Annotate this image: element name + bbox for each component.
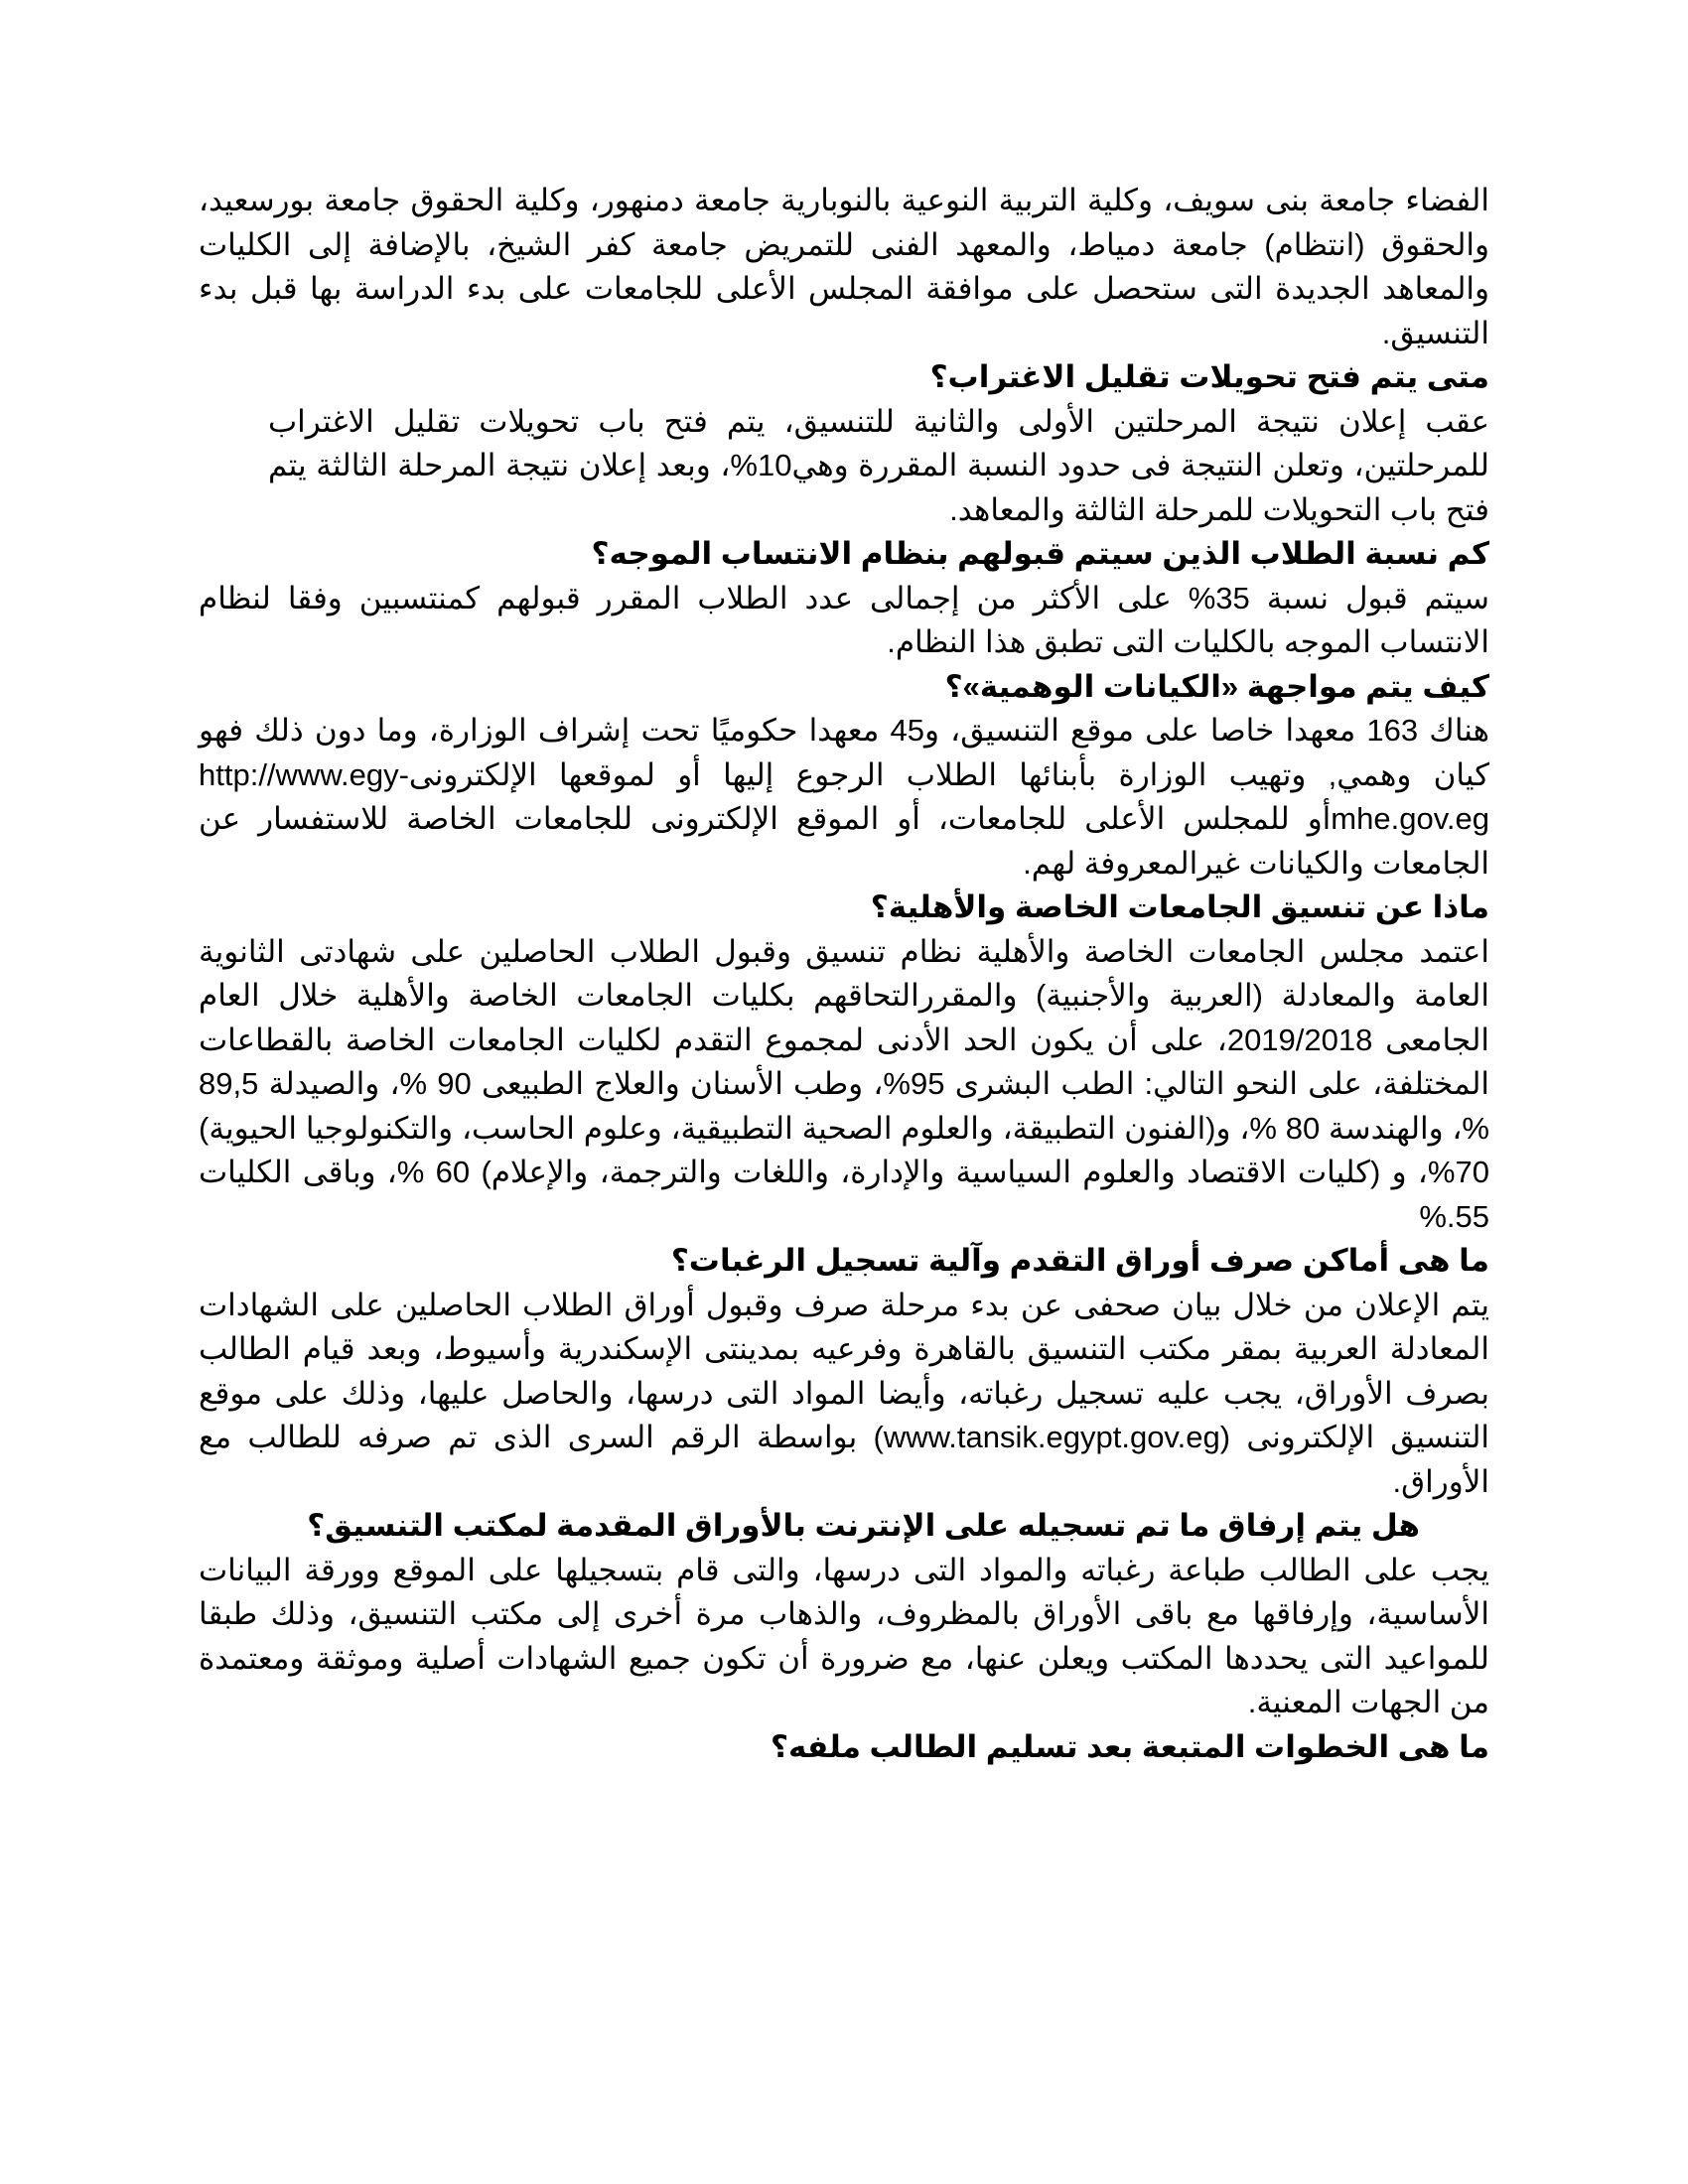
question-directed-enrollment: كم نسبة الطلاب الذين سيتم قبولهم بنظام الانتساب الموجه؟ bbox=[591, 536, 1489, 571]
question-fake-entities: كيف يتم مواجهة «الكيانات الوهمية»؟ bbox=[944, 668, 1489, 704]
paragraph-new-faculties: الفضاء جامعة بنى سويف، وكلية التربية النوعية بالنوبارية جامعة دمنهور، وكلية الحقوق جامعة بورسعيد، والحقوق (انتظام) جامعة دمياط، والمعهد الفنى للتمريض جامعة كفر الشيخ، بالإضافة إلى الكليات والمعاهد الجديدة التى ستحصل على موافقة المجلس الأعلى للجامعات على بدء الدراسة بها قبل بدء التنسيق. bbox=[199, 183, 1489, 350]
paragraph-papers-locations: يتم الإعلان من خلال بيان صحفى عن بدء مرحلة صرف وقبول أوراق الطلاب الحاصلين على الشهادات المعادلة العربية بمقر مكتب التنسيق بالقاهرة وفرعيه بمدينتى الإسكندرية وأسيوط، وبعد قيام الطالب بصرف الأوراق، يجب عليه تسجيل رغباته، وأيضا المواد التى درسها، والحاصل عليها، وذلك على موقع التنسيق الإلكترونى (www.tansik.egypt.gov.eg) بواسطة الرقم السرى الذى تم صرفه للطالب مع الأوراق. bbox=[199, 1287, 1490, 1499]
paragraph-directed-enrollment: سيتم قبول نسبة 35% على الأكثر من إجمالى عدد الطلاب المقرر قبولهم كمنتسبين وفقا لنظام الانتساب الموجه بالكليات التى تطبق هذا النظام. bbox=[199, 580, 1489, 659]
paragraph-private-universities: اعتمد مجلس الجامعات الخاصة والأهلية نظام تنسيق وقبول الطلاب الحاصلين على شهادتى الثانوية العامة والمعادلة (العربية والأجنبية) والمقررالتحاقهم بكليات الجامعات الخاصة والأهلية خلال العام الجامعى 2019/2018، على أن يكون الحد الأدنى لمجموع التقدم لكليات الجامعات الخاصة بالقطاعات المختلفة، على النحو التالي: الطب البشرى 95%، وطب الأسنان والعلاج الطبيعى 90 %، والصيدلة 89,5 %، والهندسة 80 %، و(الفنون التطبيقة، والعلوم الصحية التطبيقية، وعلوم الحاسب، والتكنولوجيا الحيوية) 70%، و (كليات الاقتصاد والعلوم السياسية والإدارة، واللغات والترجمة، والإعلام) 60 %، وباقى الكليات 55.% bbox=[199, 933, 1490, 1234]
document-page bbox=[199, 179, 1489, 1769]
question-papers-locations: ما هى أماكن صرف أوراق التقدم وآلية تسجيل الرغبات؟ bbox=[670, 1243, 1489, 1278]
question-attach-registration: هل يتم إرفاق ما تم تسجيله على الإنترنت بالأوراق المقدمة لمكتب التنسيق؟ bbox=[307, 1508, 1420, 1543]
paragraph-fake-entities: هناك 163 معهدا خاصا على موقع التنسيق، و45 معهدا حكوميًا تحت إشراف الوزارة، وما دون ذلك فهو كيان وهمي, وتهيب الوزارة بأبنائها الطلاب الرجوع إليها أو لموقعها الإلكترونى-http://www.egy mhe.gov.egأو للمجلس الأعلى للجامعات، أو الموقع الإلكترونى للجامعات الخاصة للاستفسار عن الجامعات والكيانات غيرالمعروفة لهم. bbox=[199, 713, 1490, 881]
question-transfers: متى يتم فتح تحويلات تقليل الاغتراب؟ bbox=[929, 359, 1489, 394]
paragraph-transfers: عقب إعلان نتيجة المرحلتين الأولى والثانية للتنسيق، يتم فتح باب تحويلات تقليل الاغتراب للمرحلتين، وتعلن النتيجة فى حدود النسبة المقررة وهي10%، وبعد إعلان نتيجة المرحلة الثالثة يتم فتح باب التحويلات للمرحلة الثالثة والمعاهد. bbox=[268, 403, 1489, 527]
paragraph-attach-registration: يجب على الطالب طباعة رغباته والمواد التى درسها، والتى قام بتسجيلها على الموقع وورقة البيانات الأساسية، وإرفاقها مع باقى الأوراق بالمظروف، والذهاب مرة أخرى إلى مكتب التنسيق، وذلك طبقا للمواعيد التى يحددها المكتب ويعلن عنها، مع ضرورة أن تكون جميع الشهادات أصلية وموثقة ومعتمدة من الجهات المعنية. bbox=[199, 1552, 1489, 1719]
question-next-steps: ما هى الخطوات المتبعة بعد تسليم الطالب ملفه؟ bbox=[770, 1728, 1489, 1764]
question-private-universities: ماذا عن تنسيق الجامعات الخاصة والأهلية؟ bbox=[870, 889, 1489, 924]
